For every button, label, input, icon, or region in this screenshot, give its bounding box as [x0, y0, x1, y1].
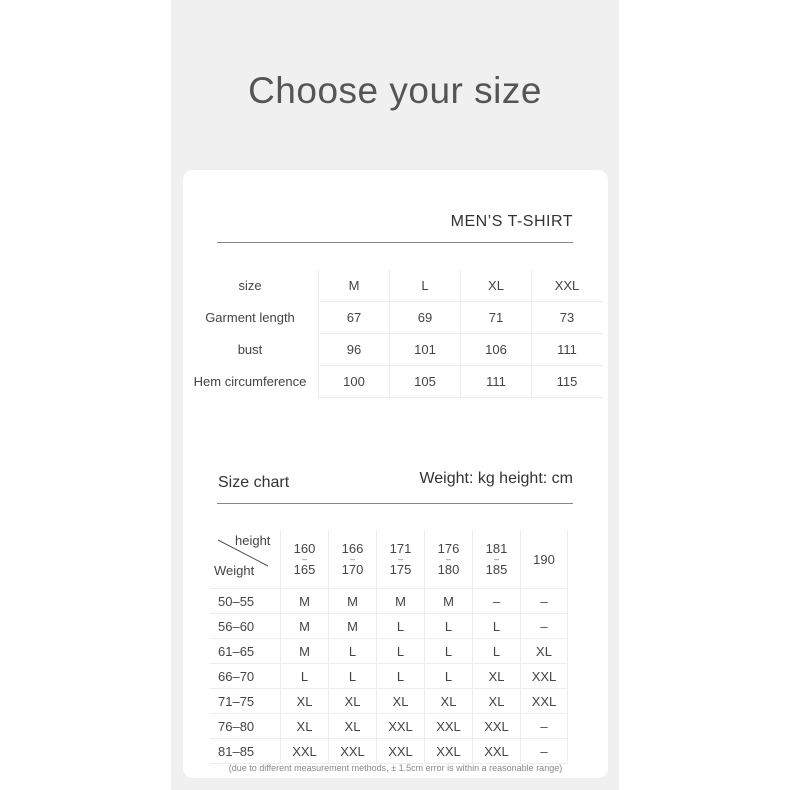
row-label: Hem circumference: [193, 374, 307, 389]
height-range-start: 171: [389, 541, 412, 556]
size-cell: XL: [281, 689, 329, 714]
weight-range-cell: 76–80: [210, 714, 281, 739]
size-cell: XXL: [521, 664, 568, 689]
size-cell: L: [425, 614, 473, 639]
size-cell: M: [425, 589, 473, 614]
weight-range-cell: 61–65: [210, 639, 281, 664]
row-label: bust: [237, 342, 263, 357]
height-header-cell: [473, 530, 521, 589]
row-label: size: [238, 278, 262, 294]
size-cell: –: [521, 714, 568, 739]
table-cell: 111: [461, 366, 532, 398]
table-row: [210, 639, 568, 664]
weight-range-cell: 71–75: [210, 689, 281, 714]
height-range-end: 165: [293, 562, 316, 577]
height-range-start: 160: [293, 541, 316, 556]
garment-measurement-table: [182, 270, 602, 398]
size-cell: XXL: [521, 689, 568, 714]
table-row: [210, 664, 568, 689]
table-cell: 101: [390, 334, 461, 366]
table-row: [182, 334, 602, 366]
size-cell: XXL: [281, 739, 329, 764]
table-cell: XL: [461, 270, 532, 302]
size-cell: M: [281, 614, 329, 639]
size-cell: XL: [329, 714, 377, 739]
size-cell: XXL: [329, 739, 377, 764]
table-row: [182, 270, 602, 302]
size-chart-title: Size chart: [218, 474, 290, 491]
table-row: [210, 714, 568, 739]
table-cell: 115: [532, 366, 603, 398]
size-cell: L: [281, 664, 329, 689]
height-range-start: 181: [485, 541, 508, 556]
table-row: [210, 614, 568, 639]
size-cell: XXL: [473, 714, 521, 739]
weight-axis-label: Weight: [214, 563, 255, 578]
row-label: Garment length: [205, 310, 295, 325]
measurement-note: (due to different measurement methods, ± 1.5cm error is within a reasonable range): [228, 763, 563, 773]
size-cell: M: [377, 589, 425, 614]
size-cell: XL: [377, 689, 425, 714]
size-cell: L: [329, 639, 377, 664]
table-row: [210, 589, 568, 614]
table-header-row: [210, 530, 568, 589]
weight-range-cell: 81–85: [210, 739, 281, 764]
range-dash: –: [493, 554, 499, 564]
height-header-cell: [281, 530, 329, 589]
height-axis-label: height: [235, 533, 271, 548]
size-cell: L: [473, 614, 521, 639]
size-cell: M: [329, 614, 377, 639]
range-dash: –: [397, 554, 403, 564]
size-cell: L: [425, 664, 473, 689]
table-cell: 69: [390, 302, 461, 334]
size-cell: XXL: [473, 739, 521, 764]
size-cell: –: [521, 614, 568, 639]
size-cell: –: [521, 739, 568, 764]
table-cell: 105: [390, 366, 461, 398]
height-range-start: 176: [437, 541, 460, 556]
size-cell: XL: [281, 714, 329, 739]
size-cell: –: [473, 589, 521, 614]
table-cell: 96: [319, 334, 390, 366]
size-chart-table: [210, 530, 568, 764]
height-range-end: 185: [485, 562, 508, 577]
height-header-cell: [329, 530, 377, 589]
table-cell: 111: [532, 334, 603, 366]
table-row: [210, 739, 568, 764]
height-header-cell: [425, 530, 473, 589]
size-cell: XXL: [377, 714, 425, 739]
size-cell: L: [329, 664, 377, 689]
size-cell: L: [473, 639, 521, 664]
table-cell: 73: [532, 302, 603, 334]
size-cell: XL: [329, 689, 377, 714]
weight-range-cell: 66–70: [210, 664, 281, 689]
range-dash: –: [349, 554, 355, 564]
size-cell: M: [281, 589, 329, 614]
table-cell: 67: [319, 302, 390, 334]
size-cell: XL: [473, 689, 521, 714]
range-dash: –: [445, 554, 451, 564]
page-title: Choose your size: [248, 70, 542, 111]
size-cell: L: [377, 664, 425, 689]
table-row: [182, 302, 602, 334]
table-cell: L: [390, 270, 461, 302]
height-header-cell: [521, 530, 568, 589]
table-cell: 106: [461, 334, 532, 366]
height-range-end: 180: [437, 562, 460, 577]
size-cell: XL: [521, 639, 568, 664]
corner-header-cell: [210, 530, 281, 589]
height-range-end: 170: [341, 562, 364, 577]
tshirt-section-title: MEN’S T-SHIRT: [450, 213, 573, 230]
table-row: [182, 366, 602, 398]
table-row: [210, 689, 568, 714]
range-dash: –: [301, 554, 307, 564]
size-cell: M: [329, 589, 377, 614]
weight-range-cell: 50–55: [210, 589, 281, 614]
weight-range-cell: 56–60: [210, 614, 281, 639]
section-divider: [217, 503, 573, 504]
size-cell: XXL: [377, 739, 425, 764]
table-cell: 71: [461, 302, 532, 334]
table-cell: 100: [319, 366, 390, 398]
size-cell: L: [377, 639, 425, 664]
size-cell: –: [521, 589, 568, 614]
size-chart-units: Weight: kg height: cm: [419, 470, 573, 487]
table-cell: M: [319, 270, 390, 302]
size-cell: M: [281, 639, 329, 664]
size-cell: XL: [425, 689, 473, 714]
table-cell: XXL: [532, 270, 603, 302]
height-range-end: 175: [389, 562, 412, 577]
height-range-start: 190: [533, 551, 555, 567]
size-cell: L: [425, 639, 473, 664]
section-divider: [217, 242, 573, 243]
size-cell: XL: [473, 664, 521, 689]
size-cell: XXL: [425, 739, 473, 764]
height-range-start: 166: [341, 541, 364, 556]
size-cell: L: [377, 614, 425, 639]
height-header-cell: [377, 530, 425, 589]
size-cell: XXL: [425, 714, 473, 739]
